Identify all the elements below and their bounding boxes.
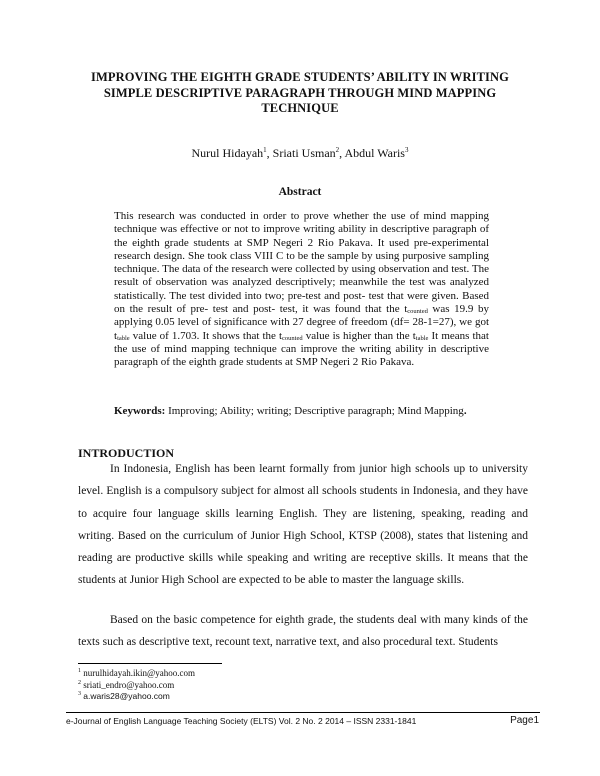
author-line <box>0 146 600 161</box>
abstract-text: This research was conducted in order to prove whether the use of mind mapping technique was effective or not to improve writing ability in descriptive paragraph of the eighth grade students at SMP Negeri 2 Rio Pakava. It used pre-experimental research design. She took class VIII C to be the sample by using purposive sampling technique. The data of the research were collected by using observation and test. The result of observation was analyzed descriptively; meanwhile the test was analyzed statistically. The test divided into two; pre-test and post- test that were given. Based on the result of pre- test and post- test, it was found that the t <box>114 210 489 316</box>
journal-footer: e-Journal of English Language Teaching Society (ELTS) Vol. 2 No. 2 2014 – ISSN 2331-1841 <box>66 716 417 726</box>
footnote <box>78 691 195 703</box>
author-footnote-mark: 1 <box>263 146 267 154</box>
footer-divider <box>66 712 540 713</box>
author-name: Nurul Hidayah <box>191 146 264 160</box>
paragraph-text: In Indonesia, English has been learnt formally from junior high schools up to university level. English is a compulsory subject for almost all schools students in Indonesia, and they have to acquire four language skills learning English. They are listening, speaking, reading and writing. Based on the curriculum of Junior High School, KTSP (2008), states that listening and reading are productive skills while speaking and writing are receptive skills. It means that the students at Junior High School are expected to be able to master the language skills. <box>78 463 528 587</box>
author-separator: , <box>339 146 345 160</box>
page-number-value: 1 <box>533 715 539 726</box>
footnote-email: sriati_endro@yahoo.com <box>83 679 175 690</box>
subscript-counted: counted <box>282 334 303 342</box>
abstract-heading: Abstract <box>278 186 322 198</box>
abstract-text: value of 1.703. It shows that the t <box>129 329 283 342</box>
body-paragraph <box>78 609 528 654</box>
subscript-table: table <box>117 334 130 342</box>
footnote <box>78 680 195 692</box>
paragraph-text: Based on the basic competence for eighth grade, the students deal with many kinds of the texts such as descriptive text, recount text, narrative text, and also procedural text. Students <box>78 614 528 649</box>
subscript-table: table <box>415 334 429 342</box>
footnote-mark: 1 <box>78 668 81 674</box>
abstract-text: It means that the use of mind mapping technique can improve the writing ability in descriptive paragraph of the eighth grade students at SMP Negeri 2 Rio Pakava. <box>114 329 489 369</box>
page-number <box>510 715 539 726</box>
footnote-email: nurulhidayah.ikin@yahoo.com <box>83 668 196 678</box>
footnote-email: a.waris28@yahoo.com <box>83 691 170 701</box>
author-footnote-mark: 2 <box>335 146 340 154</box>
abstract-text: value is higher than the t <box>302 329 416 342</box>
author-separator: , <box>266 146 273 160</box>
footnote-mark: 2 <box>78 679 81 686</box>
abstract-body <box>114 210 489 370</box>
body-paragraph <box>78 458 528 592</box>
footnote-divider <box>78 663 222 664</box>
keywords-line <box>114 405 514 418</box>
paper-title: IMPROVING THE EIGHTH GRADE STUDENTS’ ABILITY IN WRITING SIMPLE DESCRIPTIVE PARAGRAPH THROUGH MIND MAPPING TECHNIQUE <box>91 70 509 115</box>
page-label: Page <box>510 715 534 726</box>
footnote-mark: 3 <box>78 691 81 697</box>
keywords-text: Improving; Ability; writing; Descriptive paragraph; Mind Mapping <box>165 405 464 417</box>
footnote <box>78 668 195 680</box>
abstract-text: was 19.9 by applying 0.05 level of significance with 27 degree of freedom (df= 28-1=27), we got t <box>114 303 489 342</box>
subscript-counted: counted <box>407 308 428 316</box>
keywords-period: . <box>463 405 467 417</box>
author-name: Abdul Waris <box>344 146 405 160</box>
author-name: Sriati Usman <box>272 146 336 160</box>
section-heading: INTRODUCTION <box>78 446 175 460</box>
footnotes <box>78 668 195 703</box>
keywords-label: Keywords: <box>114 405 166 417</box>
author-footnote-mark: 3 <box>404 146 409 154</box>
